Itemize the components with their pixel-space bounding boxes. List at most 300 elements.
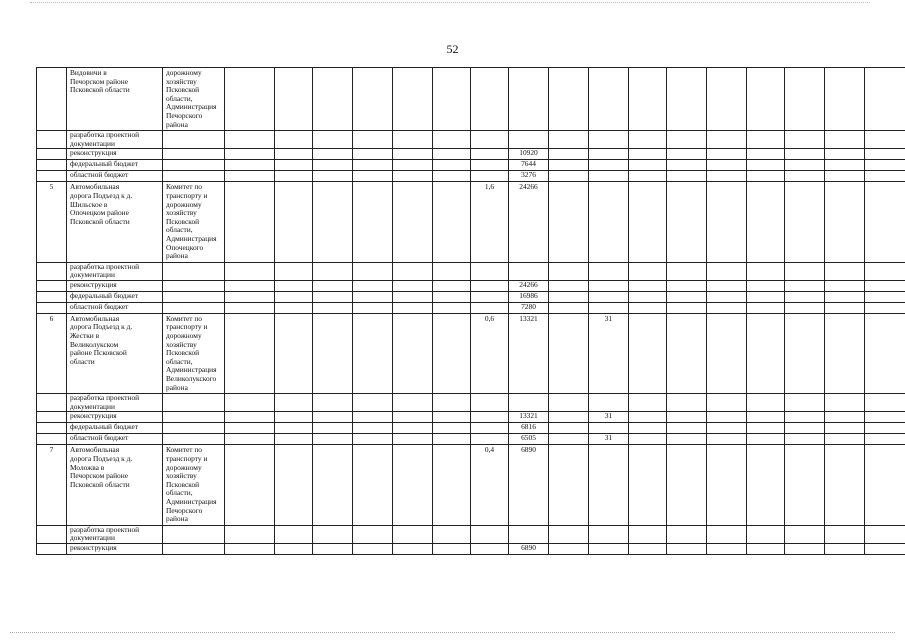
empty-cell [313,291,353,302]
funding-item: реконструкция [67,412,163,423]
empty-cell [785,171,825,182]
empty-cell [667,543,707,554]
empty-cell [393,160,433,171]
empty-cell [275,434,313,445]
executor: Комитет по транспорту и дорожному хозяйству Псковской области, Администрация Печорского района [163,445,225,525]
funding-item: разработка проектной документации [67,394,163,412]
empty-cell [433,280,471,291]
empty-cell [163,525,225,543]
empty-cell [313,394,353,412]
empty-cell [393,182,433,262]
empty-cell [433,394,471,412]
empty-cell [393,302,433,313]
empty-cell [747,291,785,302]
empty-cell [785,302,825,313]
empty-cell [37,394,67,412]
value-2013 [589,182,629,262]
cost-value: 24266 [509,280,549,291]
empty-cell [353,160,393,171]
empty-cell [225,182,275,262]
empty-cell [225,171,275,182]
empty-cell [667,525,707,543]
value-2013 [589,423,629,434]
empty-cell [433,423,471,434]
empty-cell [785,149,825,160]
empty-cell [225,445,275,525]
empty-cell [313,262,353,280]
empty-cell [433,160,471,171]
empty-cell [825,160,865,171]
empty-cell [865,160,905,171]
empty-cell [471,280,509,291]
empty-cell [37,434,67,445]
empty-cell [707,302,747,313]
empty-cell [275,313,313,393]
row-number: 6 [37,313,67,393]
empty-cell [313,313,353,393]
empty-cell [433,182,471,262]
empty-cell [667,171,707,182]
value-2013 [589,394,629,412]
empty-cell [275,445,313,525]
empty-cell [37,291,67,302]
empty-cell [313,423,353,434]
empty-cell [549,182,589,262]
empty-cell [825,543,865,554]
empty-cell [163,149,225,160]
length-km [471,68,509,131]
funding-row [37,171,905,182]
empty-cell [275,68,313,131]
empty-cell [667,434,707,445]
empty-cell [313,160,353,171]
empty-cell [275,149,313,160]
empty-cell [707,423,747,434]
executor: Комитет по транспорту и дорожному хозяйству Псковской области, Администрация Великолукского района [163,313,225,393]
value-2013 [589,131,629,149]
empty-cell [225,434,275,445]
empty-cell [37,525,67,543]
cost-value [509,394,549,412]
empty-cell [433,313,471,393]
empty-cell [393,543,433,554]
empty-cell [629,149,667,160]
empty-cell [225,262,275,280]
empty-cell [747,280,785,291]
empty-cell [275,423,313,434]
funding-row [37,131,905,149]
empty-cell [629,434,667,445]
empty-cell [313,68,353,131]
empty-cell [865,434,905,445]
empty-cell [747,394,785,412]
empty-cell [225,149,275,160]
value-2013 [589,445,629,525]
empty-cell [865,543,905,554]
empty-cell [353,423,393,434]
empty-cell [353,291,393,302]
empty-cell [667,149,707,160]
empty-cell [825,313,865,393]
empty-cell [825,525,865,543]
empty-cell [629,280,667,291]
empty-cell [471,423,509,434]
empty-cell [275,280,313,291]
empty-cell [37,423,67,434]
empty-cell [865,302,905,313]
empty-cell [865,445,905,525]
empty-cell [825,149,865,160]
empty-cell [393,68,433,131]
empty-cell [667,131,707,149]
empty-cell [825,445,865,525]
empty-cell [747,171,785,182]
empty-cell [785,445,825,525]
empty-cell [225,291,275,302]
funding-item: разработка проектной документации [67,525,163,543]
empty-cell [313,171,353,182]
empty-cell [629,543,667,554]
empty-cell [353,313,393,393]
funding-item: областной бюджет [67,434,163,445]
empty-cell [865,412,905,423]
empty-cell [825,291,865,302]
empty-cell [707,131,747,149]
empty-cell [313,434,353,445]
cost-value: 6890 [509,543,549,554]
empty-cell [163,291,225,302]
empty-cell [707,149,747,160]
empty-cell [37,302,67,313]
empty-cell [471,412,509,423]
empty-cell [549,394,589,412]
cost-value: 7280 [509,302,549,313]
empty-cell [433,131,471,149]
empty-cell [471,171,509,182]
empty-cell [629,291,667,302]
value-2013 [589,543,629,554]
empty-cell [707,262,747,280]
empty-cell [163,262,225,280]
cost-value: 16986 [509,291,549,302]
funding-item: федеральный бюджет [67,291,163,302]
empty-cell [275,131,313,149]
funding-row [37,543,905,554]
empty-cell [785,262,825,280]
empty-cell [549,291,589,302]
empty-cell [433,445,471,525]
empty-cell [629,160,667,171]
length-km: 0,6 [471,313,509,393]
empty-cell [313,131,353,149]
empty-cell [433,525,471,543]
empty-cell [549,131,589,149]
empty-cell [785,160,825,171]
empty-cell [471,149,509,160]
empty-cell [667,262,707,280]
empty-cell [707,160,747,171]
empty-cell [163,302,225,313]
empty-cell [707,434,747,445]
empty-cell [471,434,509,445]
empty-cell [865,149,905,160]
empty-cell [393,262,433,280]
empty-cell [433,149,471,160]
length-km: 1,6 [471,182,509,262]
empty-cell [865,171,905,182]
empty-cell [667,160,707,171]
empty-cell [629,171,667,182]
empty-cell [225,525,275,543]
empty-cell [163,434,225,445]
empty-cell [433,68,471,131]
empty-cell [353,302,393,313]
empty-cell [747,68,785,131]
empty-cell [353,149,393,160]
empty-cell [825,131,865,149]
funding-row [37,160,905,171]
funding-row [37,525,905,543]
empty-cell [865,131,905,149]
value-2013: 31 [589,434,629,445]
empty-cell [275,394,313,412]
empty-cell [549,262,589,280]
funding-item: разработка проектной документации [67,262,163,280]
empty-cell [37,412,67,423]
empty-cell [433,412,471,423]
empty-cell [225,68,275,131]
empty-cell [549,434,589,445]
empty-cell [629,131,667,149]
empty-cell [707,280,747,291]
empty-cell [353,525,393,543]
empty-cell [707,445,747,525]
empty-cell [225,160,275,171]
empty-cell [629,182,667,262]
empty-cell [629,302,667,313]
empty-cell [549,543,589,554]
empty-cell [667,445,707,525]
empty-cell [825,302,865,313]
cost-value: 6890 [509,445,549,525]
cost-value: 10920 [509,149,549,160]
empty-cell [393,525,433,543]
empty-cell [163,543,225,554]
empty-cell [471,525,509,543]
empty-cell [667,313,707,393]
empty-cell [353,171,393,182]
empty-cell [825,394,865,412]
empty-cell [275,182,313,262]
empty-cell [667,412,707,423]
empty-cell [353,262,393,280]
empty-cell [275,302,313,313]
empty-cell [747,423,785,434]
funding-row [37,280,905,291]
scan-edge-top [30,2,870,4]
empty-cell [37,171,67,182]
funding-item: реконструкция [67,280,163,291]
empty-cell [393,394,433,412]
empty-cell [747,313,785,393]
funding-item: областной бюджет [67,302,163,313]
empty-cell [825,423,865,434]
empty-cell [825,171,865,182]
empty-cell [393,412,433,423]
empty-cell [747,525,785,543]
empty-cell [225,394,275,412]
empty-cell [353,434,393,445]
empty-cell [225,313,275,393]
empty-cell [353,182,393,262]
empty-cell [747,160,785,171]
empty-cell [667,182,707,262]
value-2013 [589,262,629,280]
value-2013 [589,525,629,543]
empty-cell [433,171,471,182]
funding-row [37,423,905,434]
empty-cell [393,313,433,393]
empty-cell [471,543,509,554]
value-2013 [589,149,629,160]
empty-cell [747,412,785,423]
empty-cell [549,149,589,160]
empty-cell [433,262,471,280]
empty-cell [707,543,747,554]
empty-cell [785,434,825,445]
empty-cell [225,302,275,313]
empty-cell [667,302,707,313]
empty-cell [825,182,865,262]
empty-cell [747,182,785,262]
empty-cell [865,262,905,280]
empty-cell [785,280,825,291]
empty-cell [225,412,275,423]
cost-value: 6505 [509,434,549,445]
empty-cell [747,445,785,525]
empty-cell [353,280,393,291]
empty-cell [629,68,667,131]
empty-cell [163,160,225,171]
cost-value [509,525,549,543]
object-name: Видовичи в Печорском районе Псковской области [67,68,163,131]
empty-cell [225,131,275,149]
cost-value: 13321 [509,412,549,423]
empty-cell [629,394,667,412]
empty-cell [667,68,707,131]
empty-cell [433,291,471,302]
cost-value: 24266 [509,182,549,262]
empty-cell [549,68,589,131]
object-name: Автомобильная дорога Подъезд к д. Моложва в Печорском районе Псковской области [67,445,163,525]
empty-cell [785,543,825,554]
empty-cell [549,412,589,423]
empty-cell [707,525,747,543]
executor: дорожному хозяйству Псковской области, Администрация Печорского района [163,68,225,131]
funding-row [37,394,905,412]
cost-value [509,262,549,280]
funding-row [37,262,905,280]
empty-cell [747,543,785,554]
object-row [37,182,905,262]
funding-item: федеральный бюджет [67,160,163,171]
empty-cell [393,171,433,182]
empty-cell [629,445,667,525]
empty-cell [471,160,509,171]
empty-cell [629,262,667,280]
empty-cell [825,68,865,131]
empty-cell [225,280,275,291]
empty-cell [785,525,825,543]
empty-cell [37,131,67,149]
empty-cell [353,68,393,131]
funding-item: федеральный бюджет [67,423,163,434]
executor: Комитет по транспорту и дорожному хозяйству Псковской области, Администрация Опочецкого района [163,182,225,262]
empty-cell [785,291,825,302]
empty-cell [275,412,313,423]
empty-cell [313,302,353,313]
empty-cell [707,68,747,131]
cost-value [509,131,549,149]
value-2013 [589,171,629,182]
empty-cell [313,149,353,160]
empty-cell [37,262,67,280]
empty-cell [825,262,865,280]
empty-cell [313,543,353,554]
cost-value: 6816 [509,423,549,434]
empty-cell [313,280,353,291]
empty-cell [433,302,471,313]
page-number: 52 [446,42,459,56]
cost-value: 3276 [509,171,549,182]
value-2013 [589,302,629,313]
empty-cell [353,543,393,554]
funding-item: разработка проектной документации [67,131,163,149]
empty-cell [707,313,747,393]
empty-cell [549,445,589,525]
empty-cell [163,131,225,149]
funding-row [37,149,905,160]
empty-cell [707,394,747,412]
empty-cell [707,291,747,302]
empty-cell [163,412,225,423]
empty-cell [865,394,905,412]
cost-value: 13321 [509,313,549,393]
scan-edge-bottom [10,632,895,634]
empty-cell [393,280,433,291]
value-2013 [589,280,629,291]
empty-cell [865,280,905,291]
empty-cell [275,543,313,554]
value-2013 [589,68,629,131]
empty-cell [785,131,825,149]
empty-cell [707,182,747,262]
empty-cell [667,280,707,291]
empty-cell [629,525,667,543]
empty-cell [37,280,67,291]
empty-cell [313,182,353,262]
empty-cell [865,182,905,262]
empty-cell [275,262,313,280]
empty-cell [747,149,785,160]
object-row [37,68,905,131]
row-number: 5 [37,182,67,262]
object-row [37,313,905,393]
empty-cell [471,302,509,313]
empty-cell [707,412,747,423]
empty-cell [825,280,865,291]
funding-row [37,291,905,302]
